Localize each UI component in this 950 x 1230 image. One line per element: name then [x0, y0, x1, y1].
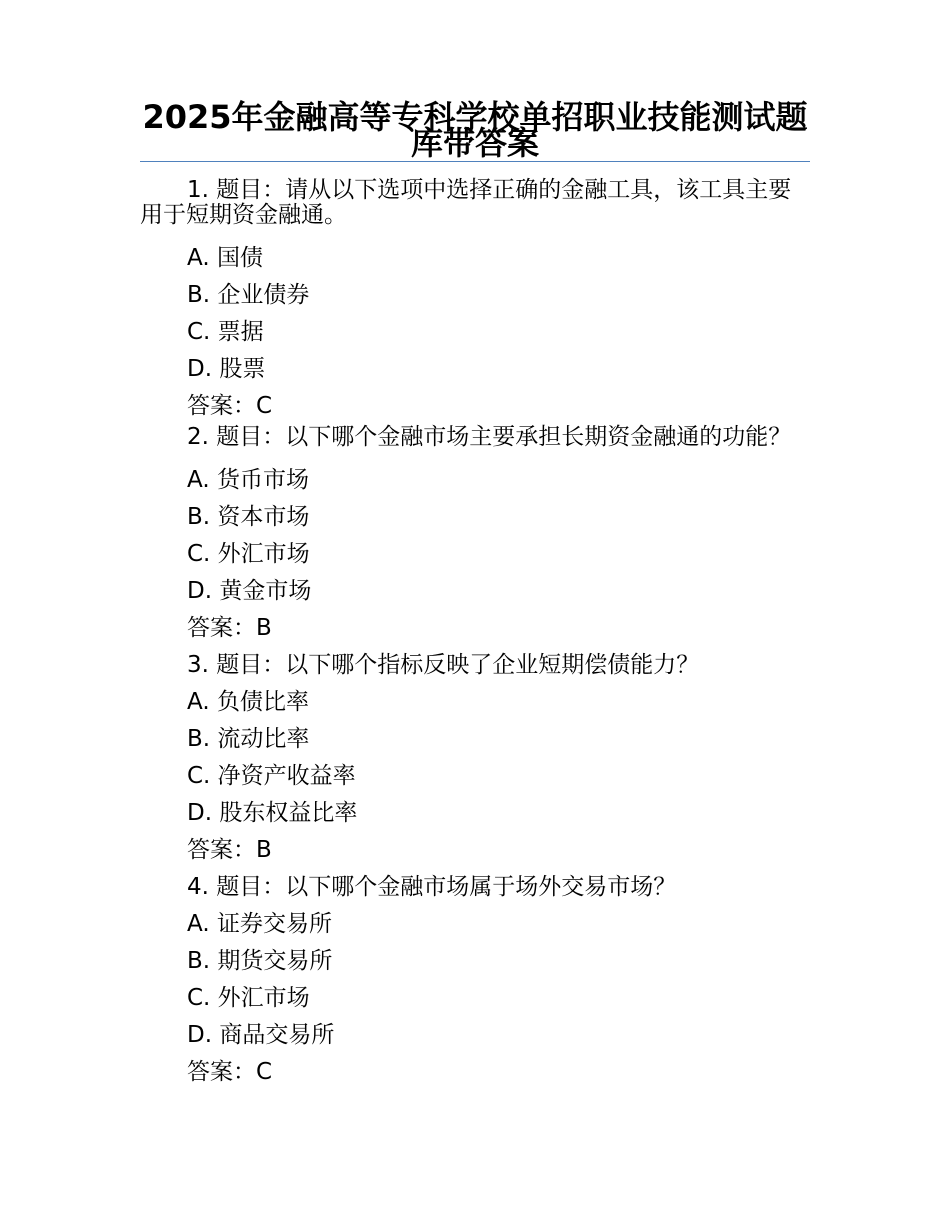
- option-a: A. 国债: [187, 245, 263, 271]
- question-text: 2. 题目：以下哪个金融市场主要承担长期资金融通的功能？: [187, 424, 792, 450]
- option-a: A. 负债比率: [187, 689, 309, 715]
- answer-text: 答案：C: [187, 393, 273, 419]
- option-d: D. 商品交易所: [187, 1022, 335, 1048]
- answer-text: 答案：B: [187, 615, 272, 641]
- title-divider: [140, 161, 810, 162]
- option-c: C. 外汇市场: [187, 541, 310, 567]
- option-c: C. 净资产收益率: [187, 763, 356, 789]
- option-b: B. 流动比率: [187, 726, 310, 752]
- option-b: B. 资本市场: [187, 504, 310, 530]
- option-a: A. 证券交易所: [187, 911, 332, 937]
- question-text: 1. 题目：请从以下选项中选择正确的金融工具，该工具主要用于短期资金融通。: [140, 177, 792, 228]
- question-item: [140, 869, 810, 1091]
- option-d: D. 股票: [187, 356, 266, 382]
- option-b: B. 期货交易所: [187, 948, 333, 974]
- option-d: D. 股东权益比率: [187, 800, 358, 826]
- option-c: C. 票据: [187, 319, 264, 345]
- question-item: [140, 178, 810, 425]
- option-b: B. 企业债券: [187, 282, 310, 308]
- option-c: C. 外汇市场: [187, 985, 310, 1011]
- question-text: 4. 题目：以下哪个金融市场属于场外交易市场？: [187, 874, 677, 900]
- question-text: 3. 题目：以下哪个指标反映了企业短期偿债能力？: [187, 652, 700, 678]
- answer-text: 答案：B: [187, 837, 272, 863]
- option-d: D. 黄金市场: [187, 578, 312, 604]
- answer-text: 答案：C: [187, 1059, 273, 1085]
- document-title: 2025年金融高等专科学校单招职业技能测试题库带答案: [142, 98, 808, 162]
- question-item: [140, 425, 810, 647]
- option-a: A. 货币市场: [187, 467, 309, 493]
- question-list: [140, 178, 810, 1091]
- question-item: [140, 647, 810, 869]
